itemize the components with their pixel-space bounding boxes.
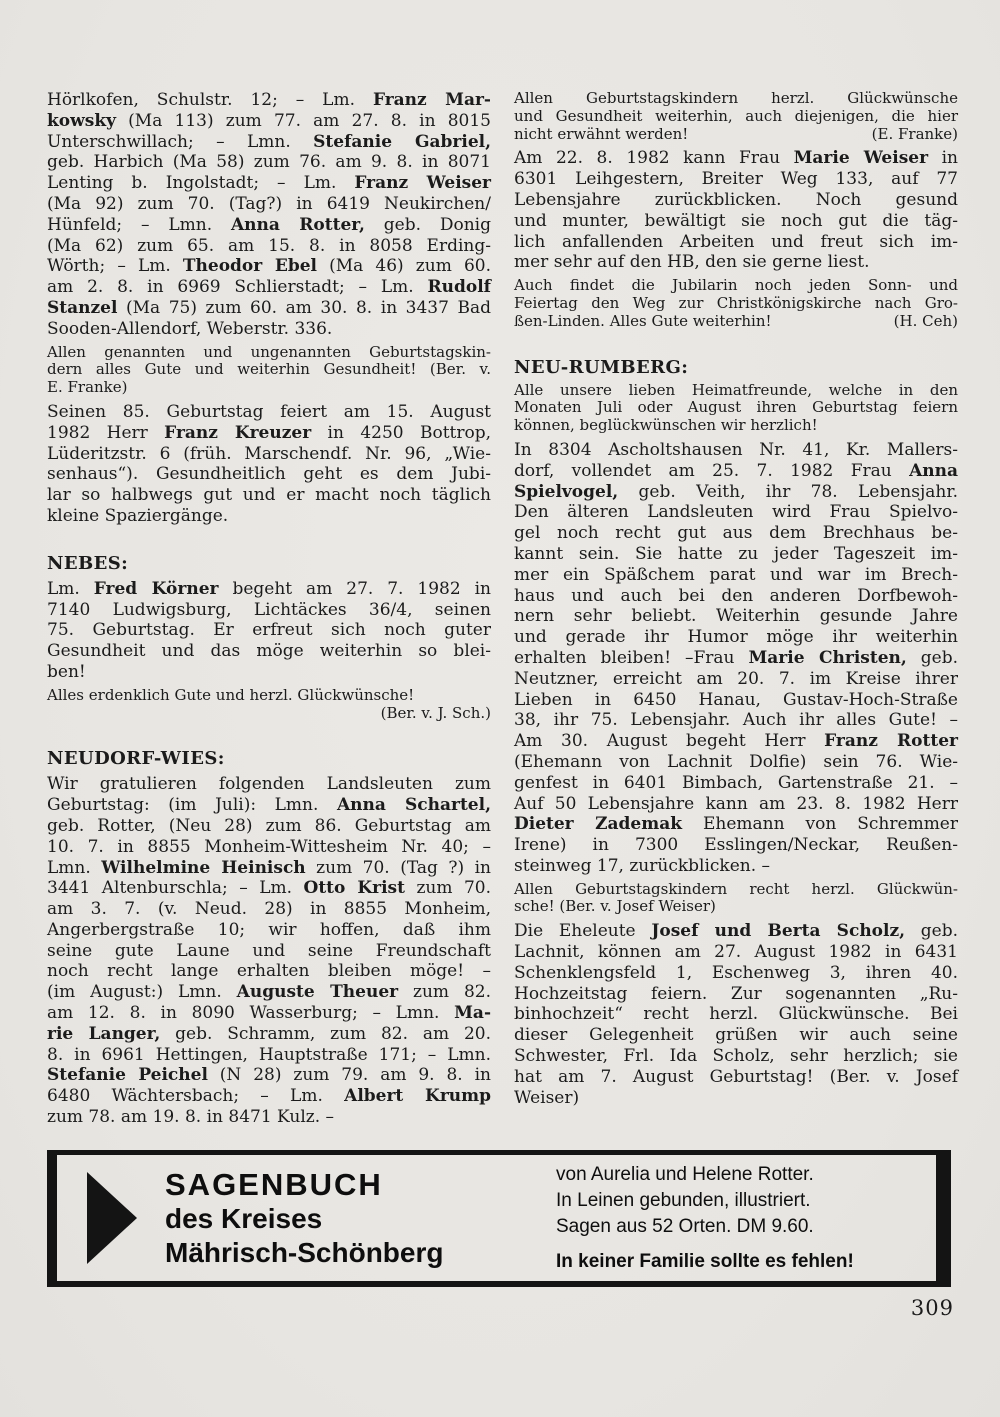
attribution: (H. Ceh) bbox=[893, 311, 958, 330]
paragraph bbox=[47, 90, 491, 340]
text-line: kleine Spaziergänge. bbox=[47, 505, 229, 526]
text-line: Gesundheit und das möge weiterhin so blei- bbox=[47, 641, 491, 662]
text-line: 6301 Leihgestern, Breiter Weg 133, auf 77 bbox=[514, 169, 958, 190]
text-line: und gerade ihr Humor möge ihr weiterhin bbox=[514, 627, 958, 648]
ad-title bbox=[165, 1167, 443, 1270]
attribution: (E. Franke) bbox=[871, 124, 958, 143]
text-line: 38, ihr 75. Lebensjahr. Auch ihr alles Gute! – bbox=[514, 710, 958, 731]
ad-info-line: von Aurelia und Helene Rotter. bbox=[556, 1163, 814, 1185]
text-line: Alles erdenklich Gute und herzl. Glückwünsche! bbox=[47, 685, 415, 704]
text-line: Sooden-Allendorf, Weberstr. 336. bbox=[47, 318, 333, 339]
text-line: mer ein Späßchem parat und war im Brech- bbox=[514, 564, 958, 585]
text-line: ben! bbox=[47, 661, 86, 682]
text-line: (Ber. v. J. Sch.) bbox=[380, 703, 491, 722]
text-line: kannt sein. Sie hatte zu jeder Tageszeit im- bbox=[514, 543, 958, 564]
page-number: 309 bbox=[910, 1296, 954, 1320]
text-line: 3441 Altenburschla; – Lm. Otto Krist zum 70. bbox=[47, 878, 492, 899]
text-line: Weiser) bbox=[514, 1087, 580, 1108]
text-line: Stanzel (Ma 75) zum 60. am 30. 8. in 3437 Bad bbox=[47, 297, 491, 318]
paragraph bbox=[47, 579, 491, 683]
text-line: binhochzeit“ recht herzl. Glückwünsche. Bei bbox=[514, 1004, 958, 1025]
text-line: gel noch recht gut aus dem Brechhaus be- bbox=[514, 523, 958, 544]
text-line: am 12. 8. in 8090 Wasserburg; – Lmn. Ma- bbox=[47, 1003, 491, 1024]
ad-details bbox=[556, 1162, 908, 1275]
text-line: Hochzeitstag feiern. Zur sogenannten „Ru- bbox=[514, 983, 958, 1004]
text-line: 75. Geburtstag. Er erfreut sich noch guter bbox=[47, 620, 491, 641]
text-line: Den älteren Landsleuten wird Frau Spielvo- bbox=[514, 502, 958, 523]
paragraph bbox=[47, 774, 491, 1128]
text-line: Lachnit, können am 27. August 1982 in 6431 bbox=[514, 942, 958, 963]
text-line: Seinen 85. Geburtstag feiert am 15. August bbox=[47, 401, 491, 422]
text-line: (im August:) Lmn. Auguste Theuer zum 82. bbox=[47, 982, 491, 1003]
text-line: 10. 7. in 8855 Monheim-Wittesheim Nr. 40; – bbox=[47, 836, 491, 857]
paragraph bbox=[514, 148, 958, 273]
text-line: können, beglückwünschen wir herzlich! bbox=[514, 416, 818, 435]
paragraph bbox=[514, 881, 958, 917]
text-line: Am 22. 8. 1982 kann Frau Marie Weiser in bbox=[514, 148, 959, 169]
text-line: (Ma 92) zum 70. (Tag?) in 6419 Neukirchen/ bbox=[47, 193, 491, 214]
text-line: Monaten Juli oder August ihren Geburtstag feiern bbox=[514, 398, 958, 417]
text-line: und Gesundheit weiterhin, auch diejenigen, die hier bbox=[514, 106, 958, 125]
paragraph bbox=[47, 344, 491, 397]
text-line: E. Franke) bbox=[47, 378, 128, 397]
paragraph bbox=[514, 90, 958, 143]
text-line: zum 78. am 19. 8. in 8471 Kulz. – bbox=[47, 1107, 335, 1128]
paragraph bbox=[514, 440, 958, 877]
text-line: Auf 50 Lebensjahre kann am 23. 8. 1982 Herr bbox=[514, 793, 958, 814]
text-line: Allen Geburtstagskindern recht herzl. Glückwün- bbox=[514, 879, 958, 898]
text-line: Neutzner, erreicht am 20. 7. im Kreise ihrer bbox=[514, 668, 958, 689]
text-line: Unterschwillach; – Lmn. Stefanie Gabriel, bbox=[47, 131, 492, 152]
text-line: Lebensjahre zurückblicken. Noch gesund bbox=[514, 189, 958, 210]
text-line: genfest in 6401 Bimbach, Gartenstraße 21. – bbox=[514, 772, 958, 793]
text-line: Geburtstag: (im Juli): Lmn. Anna Schartel, bbox=[47, 795, 492, 816]
ad-title-line: Mährisch-Schönberg bbox=[165, 1236, 444, 1268]
ad-title-line: des Kreises bbox=[165, 1202, 323, 1234]
text-line: haus und auch bei den anderen Dorfbewoh- bbox=[514, 585, 958, 606]
text-line: nern sehr beliebt. Weiterhin gesunde Jahre bbox=[514, 606, 958, 627]
text-line: Schwester, Frl. Ida Scholz, sehr herzlich; sie bbox=[514, 1046, 958, 1067]
text-line: lich anfallenden Arbeiten und freut sich im- bbox=[514, 231, 958, 252]
text-line: Wörth; – Lm. Theodor Ebel (Ma 46) zum 60. bbox=[47, 256, 491, 277]
text-line: 7140 Ludwigsburg, Lichtäckes 36/4, seinen bbox=[47, 599, 491, 620]
text-line: und munter, bewältigt sie noch gut die täg- bbox=[514, 210, 958, 231]
text-line: Die Eheleute Josef und Berta Scholz, geb. bbox=[514, 921, 958, 942]
text-line: 1982 Herr Franz Kreuzer in 4250 Bottrop, bbox=[47, 422, 492, 443]
text-line: ßen-Linden. Alles Gute weiterhin! (H. Ceh) bbox=[514, 311, 958, 330]
text-line: nicht erwähnt werden! (E. Franke) bbox=[514, 124, 958, 143]
paragraph bbox=[514, 921, 958, 1108]
text-columns bbox=[47, 90, 958, 1128]
text-line: Dieter Zademak Ehemann von Schremmer bbox=[514, 814, 958, 835]
paragraph bbox=[514, 277, 958, 330]
text-line: Irene) in 7300 Esslingen/Neckar, Reußen- bbox=[514, 835, 958, 856]
text-line: Auch findet die Jubilarin noch jeden Sonn- und bbox=[514, 276, 958, 295]
ad-box bbox=[47, 1150, 951, 1287]
text-line: dorf, vollendet am 25. 7. 1982 Frau Anna bbox=[514, 460, 958, 481]
section-heading: NEU-RUMBERG: bbox=[514, 356, 689, 378]
right-arrow-icon bbox=[87, 1172, 137, 1264]
text-line: geb. Rotter, (Neu 28) zum 86. Geburtstag am bbox=[47, 815, 491, 836]
ad-title-line: SAGENBUCH bbox=[165, 1166, 383, 1202]
text-line: Lenting b. Ingolstadt; – Lm. Franz Weiser bbox=[47, 173, 491, 194]
text-line: (Ehemann von Lachnit Dolfie) sein 76. Wie- bbox=[514, 751, 958, 772]
paragraph bbox=[514, 382, 958, 435]
text-line: 6480 Wächtersbach; – Lm. Albert Krump bbox=[47, 1086, 492, 1107]
text-line: hat am 7. August Geburtstag! (Ber. v. Josef bbox=[514, 1066, 958, 1087]
text-line: sche! (Ber. v. Josef Weiser) bbox=[514, 897, 716, 916]
paragraph bbox=[47, 402, 491, 527]
text-line: Hünfeld; – Lmn. Anna Rotter, geb. Donig bbox=[47, 214, 491, 235]
text-line: Alle unsere lieben Heimatfreunde, welche in den bbox=[514, 380, 958, 399]
text-line: lar so halbwegs gut und er macht noch täglich bbox=[47, 485, 491, 506]
text-line: Lieben in 6450 Hanau, Gustav-Hoch-Straße bbox=[514, 689, 958, 710]
section-heading: NEUDORF-WIES: bbox=[47, 748, 225, 770]
text-line: geb. Harbich (Ma 58) zum 76. am 9. 8. in 8071 bbox=[47, 152, 491, 173]
paragraph bbox=[47, 687, 491, 723]
text-line: seine gute Laune und seine Freundschaft bbox=[47, 940, 491, 961]
text-line: Am 30. August begeht Herr Franz Rotter bbox=[514, 731, 958, 752]
text-line: dieser Gelegenheit grüßen wir auch seine bbox=[514, 1025, 958, 1046]
text-line: (Ma 62) zum 65. am 15. 8. in 8058 Erding- bbox=[47, 235, 491, 256]
section-heading: NEBES: bbox=[47, 552, 129, 574]
text-line: Hörlkofen, Schulstr. 12; – Lm. Franz Mar- bbox=[47, 90, 491, 110]
text-line: erhalten bleiben! –Frau Marie Christen, geb. bbox=[514, 647, 958, 668]
text-line: Schenklengsfeld 1, Eschenweg 3, ihren 40. bbox=[514, 962, 958, 983]
right-column bbox=[514, 90, 958, 1128]
text-line: am 2. 8. in 6969 Schlierstadt; – Lm. Rudolf bbox=[47, 277, 491, 298]
text-line: mer sehr auf den HB, den sie gerne liest. bbox=[514, 252, 870, 273]
ad-info-line: In Leinen gebunden, illustriert. bbox=[556, 1189, 811, 1211]
text-line: dern alles Gute und weiterhin Gesundheit! (Ber. v. bbox=[47, 360, 491, 379]
text-line: noch recht lange erhalten bleiben möge! – bbox=[47, 961, 491, 982]
left-column bbox=[47, 90, 491, 1128]
text-line: Allen Geburtstagskindern herzl. Glückwünsche bbox=[514, 89, 958, 107]
text-line: Stefanie Peichel (N 28) zum 79. am 9. 8. in bbox=[47, 1065, 491, 1086]
text-line: Spielvogel, geb. Veith, ihr 78. Lebensjahr. bbox=[514, 481, 958, 502]
text-line: rie Langer, geb. Schramm, zum 82. am 20. bbox=[47, 1023, 491, 1044]
text-line: am 3. 7. (v. Neud. 28) in 8855 Monheim, bbox=[47, 899, 491, 920]
ad-info-line: Sagen aus 52 Orten. DM 9.60. bbox=[556, 1215, 814, 1237]
text-line: steinweg 17, zurückblicken. – bbox=[514, 855, 771, 876]
text-line: 8. in 6961 Hettingen, Hauptstraße 171; – Lmn. bbox=[47, 1044, 491, 1065]
text-line: Wir gratulieren folgenden Landsleuten zum bbox=[47, 774, 491, 795]
ad-slogan: In keiner Familie sollte es fehlen! bbox=[556, 1250, 854, 1272]
text-line: senhaus“). Gesundheitlich geht es dem Jubi- bbox=[47, 464, 491, 485]
text-line: Allen genannten und ungenannten Geburtstagskin- bbox=[47, 342, 491, 361]
text-line: Lm. Fred Körner begeht am 27. 7. 1982 in bbox=[47, 578, 492, 599]
text-line: Lüderitzstr. 6 (früh. Marschendf. Nr. 96, „Wie- bbox=[47, 443, 491, 464]
text-line: In 8304 Ascholtshausen Nr. 41, Kr. Mallers- bbox=[514, 439, 958, 460]
text-line: Feiertag den Weg zur Christkönigskirche nach Gro- bbox=[514, 293, 958, 312]
text-line: Lmn. Wilhelmine Heinisch zum 70. (Tag ?) in bbox=[47, 857, 491, 878]
text-line: kowsky (Ma 113) zum 77. am 27. 8. in 8015 bbox=[47, 110, 491, 131]
text-line: Angerbergstraße 10; wir hoffen, daß ihm bbox=[47, 919, 491, 940]
